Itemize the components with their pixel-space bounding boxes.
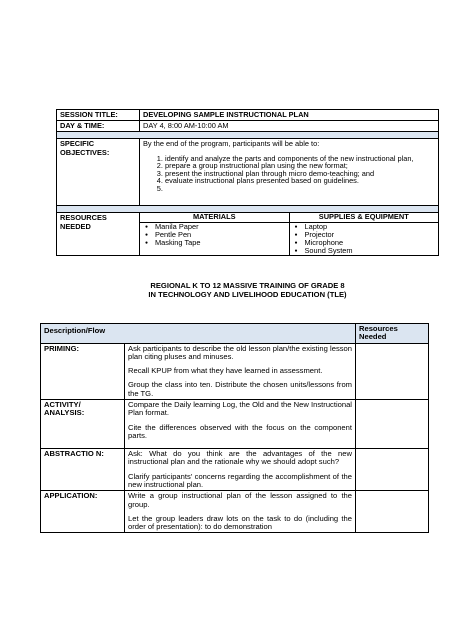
row-description — [125, 449, 356, 491]
session-info-table — [56, 109, 439, 256]
row-resources — [356, 343, 429, 399]
objectives-cell — [140, 139, 439, 206]
paragraph: Cite the differences observed with the focus on the component parts. — [128, 422, 352, 440]
flow-header-resources: Resources Needed — [356, 324, 429, 344]
supplies-list-cell — [289, 222, 438, 255]
flow-table — [40, 323, 429, 533]
row-description — [125, 491, 356, 533]
paragraph: Ask: What do you think are the advantages of the new instructional plan and the rationale why we should adopt such? — [128, 449, 352, 467]
material-item: ● Masking Tape — [155, 239, 286, 247]
table-row — [41, 449, 429, 491]
material-item: ● Manila Paper — [155, 223, 286, 231]
supply-item: ● Microphone — [305, 239, 436, 247]
objective-item: 2. prepare a group instructional plan using the new format; — [165, 162, 435, 170]
day-time-label: DAY & TIME: — [57, 121, 140, 132]
objectives-intro: By the end of the program, participants will be able to: — [143, 139, 320, 149]
objectives-list — [143, 155, 435, 193]
paragraph: Compare the Daily learning Log, the Old and the New Instructional Plan format. — [128, 400, 352, 418]
supplies-list — [293, 223, 436, 256]
resources-label: RESOURCES NEEDED — [57, 213, 140, 256]
flow-header-description: Description/Flow — [41, 324, 356, 344]
materials-header: MATERIALS — [140, 213, 289, 222]
row-label-application: APPLICATION: — [41, 491, 125, 533]
heading-line-2: IN TECHNOLOGY AND LIVELIHOOD EDUCATION (TLE) — [148, 290, 347, 299]
row-label-activity: ACTIVITY/ ANALYSIS: — [41, 400, 125, 449]
session-title-label: SESSION TITLE: — [57, 110, 140, 121]
objectives-label: SPECIFIC OBJECTIVES: — [57, 139, 140, 206]
paragraph: Recall KPUP from what they have learned in assessment. — [128, 366, 323, 376]
shaded-divider — [57, 132, 439, 139]
material-item: ● Pentle Pen — [155, 231, 286, 239]
supply-item: ● Projector — [305, 231, 436, 239]
materials-list-cell — [140, 222, 289, 255]
session-title-value: DEVELOPING SAMPLE INSTRUCTIONAL PLAN — [140, 110, 439, 121]
row-resources — [356, 491, 429, 533]
objective-item: 4. evaluate instructional plans presented based on guidelines. — [165, 177, 435, 185]
supplies-header: SUPPLIES & EQUIPMENT — [289, 213, 438, 222]
materials-list — [143, 223, 286, 248]
row-resources — [356, 449, 429, 491]
table-row — [41, 491, 429, 533]
objective-item: 3. present the instructional plan through micro demo-teaching; and — [165, 170, 435, 178]
table-row — [41, 343, 429, 399]
row-resources — [356, 400, 429, 449]
supply-item: ● Sound System — [305, 247, 436, 255]
paragraph: Clarify participants' concerns regarding the accomplishment of the new instructional plan. — [128, 471, 352, 489]
row-label-priming: PRIMING: — [41, 343, 125, 399]
table-row — [41, 400, 429, 449]
row-description — [125, 343, 356, 399]
paragraph: Group the class into ten. Distribute the chosen units/lessons from the TG. — [128, 380, 352, 398]
paragraph: Ask participants to describe the old lesson plan/the existing lesson plan citing pluses and minuses. — [128, 343, 352, 361]
paragraph: Write a group instructional plan of the lesson assigned to the group. — [128, 491, 352, 509]
objective-item — [165, 185, 435, 193]
day-time-value: DAY 4, 8:00 AM-10:00 AM — [140, 121, 439, 132]
heading-line-1: REGIONAL K TO 12 MASSIVE TRAINING OF GRADE 8 — [150, 281, 345, 290]
paragraph: Let the group leaders draw lots on the task to do (including the order of presentation): to do demonstration — [128, 513, 352, 532]
supply-item: ● Laptop — [305, 223, 436, 231]
resources-table — [140, 213, 438, 255]
row-description — [125, 400, 356, 449]
resources-cell — [140, 213, 439, 256]
objective-item: 1. identify and analyze the parts and components of the new instructional plan, — [165, 155, 435, 163]
row-label-abstraction: ABSTRACTIO N: — [41, 449, 125, 491]
